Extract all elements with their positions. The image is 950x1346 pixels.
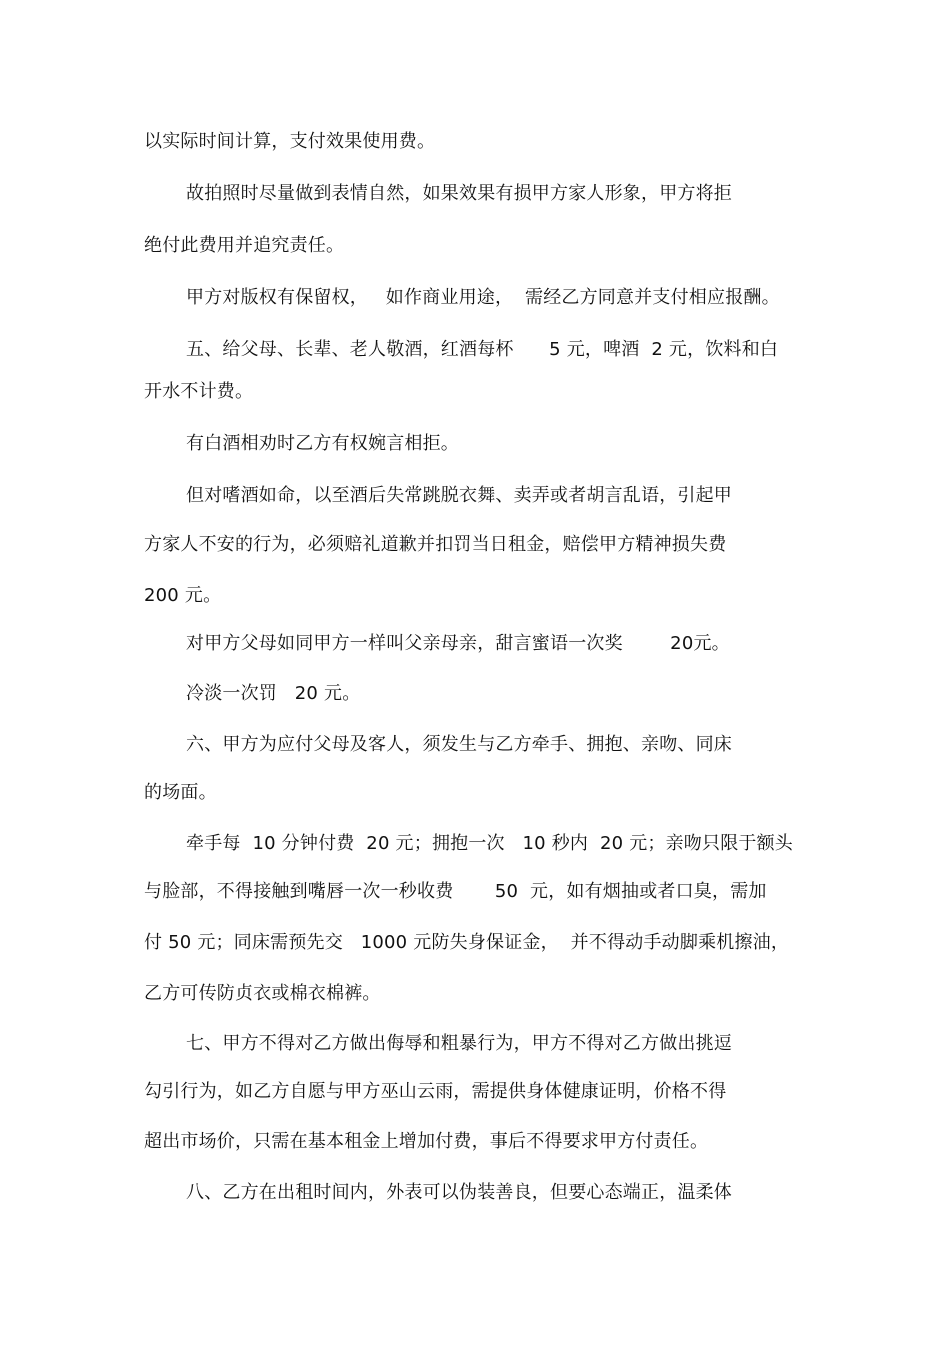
paragraph-line: 有白酒相劝时乙方有权婉言相拒。 xyxy=(186,433,459,454)
paragraph-line: 对甲方父母如同甲方一样叫父亲母亲，甜言蜜语一次奖 20元。 xyxy=(186,633,730,654)
text-line: 方家人不安的行为，必须赔礼道歉并扣罚当日租金，赔偿甲方精神损失费 xyxy=(144,534,727,555)
text-line: 以实际时间计算，支付效果使用费。 xyxy=(144,131,436,152)
text-line: 与脸部，不得接触到嘴唇一次一秒收费 50 元，如有烟抽或者口臭，需加 xyxy=(144,881,767,902)
paragraph-line: 牵手每 10 分钟付费 20 元；拥抱一次 10 秒内 20 元；亲吻只限于额头 xyxy=(186,833,793,854)
text-line: 超出市场价，只需在基本租金上增加付费，事后不得要求甲方付责任。 xyxy=(144,1131,709,1152)
text-line: 开水不计费。 xyxy=(144,381,254,402)
text-line: 付 50 元；同床需预先交 1000 元防失身保证金， 并不得动手动脚乘机擦油， xyxy=(144,932,790,953)
paragraph-line: 五、给父母、长辈、老人敬酒，红酒每杯 5 元，啤酒 2 元，饮料和白 xyxy=(186,339,779,360)
paragraph-line: 但对嗜酒如命，以至酒后失常跳脱衣舞、卖弄或者胡言乱语，引起甲 xyxy=(186,485,732,506)
text-line: 绝付此费用并追究责任。 xyxy=(144,235,345,256)
paragraph-line: 甲方对版权有保留权， 如作商业用途， 需经乙方同意并支付相应报酬。 xyxy=(186,287,780,308)
paragraph-line: 冷淡一次罚 20 元。 xyxy=(186,683,361,704)
text-line: 乙方可传防贞衣或棉衣棉裤。 xyxy=(144,983,381,1004)
text-line: 的场面。 xyxy=(144,782,217,803)
paragraph-line: 六、甲方为应付父母及客人，须发生与乙方牵手、拥抱、亲吻、同床 xyxy=(186,734,732,755)
paragraph-line: 七、甲方不得对乙方做出侮辱和粗暴行为，甲方不得对乙方做出挑逗 xyxy=(186,1033,732,1054)
paragraph-line: 故拍照时尽量做到表情自然，如果效果有损甲方家人形象，甲方将拒 xyxy=(186,183,732,204)
text-line: 勾引行为，如乙方自愿与甲方巫山云雨，需提供身体健康证明，价格不得 xyxy=(144,1081,727,1102)
text-line: 200 元。 xyxy=(144,585,222,606)
paragraph-line: 八、乙方在出租时间内，外表可以伪装善良，但要心态端正，温柔体 xyxy=(186,1182,732,1203)
